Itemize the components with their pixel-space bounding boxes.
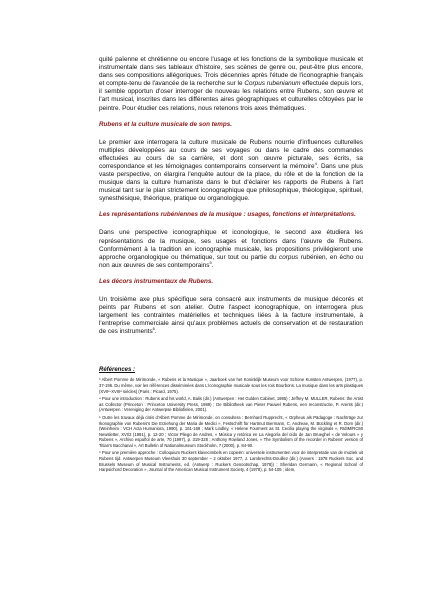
decors-paragraph: [99, 296, 363, 336]
intro-text-1: quité païenne et chrétienne ou encore l'usage et les fonctions de la symbolique musicale et instrumentale dans ses tableaux d'histoire, ses scènes de genre ou, peut-être plus encore, dans ses compositions allégoriques. Trois décennies après l'étude de l'iconographie français et compte-tenu de l'avancée de la recherche sur le: [99, 56, 363, 88]
culture-text-2: . Dans une plus vaste perspective, on élargira l'enquête autour de la place, du rôle et de la fonction de la musique dans la culture humaniste dans le but d'éclairer les rapports de Rubens à l'art musical tant sur le plan strictement iconographique que philosophique, théologique, spirituel, synesthésique, théorique, pratique ou organologique.: [99, 162, 363, 203]
references-heading: Références :: [99, 367, 136, 374]
representations-text-3: .: [211, 261, 214, 269]
section-title-representations: Les représentations rubéniennes de la musique : usages, fonctions et interprétations.: [99, 211, 356, 219]
footnote-ref-5[interactable]: 5: [209, 259, 212, 265]
intro-text-2: effectuée depuis lors, il semble opportun d'oser interroger de nouveau les relations entre Rubens, son œuvre et l'art musical, inscrites dans les différentes aires géographiques et culturelles côtoyées par le peintre. Pour étudier ces relations, nous retenons trois axes thématiques.: [99, 80, 363, 112]
culture-paragraph: [99, 139, 363, 204]
section-title-culture: Rubens et la culture musicale de son temps.: [99, 120, 232, 128]
footnote-5: ⁵ Outre les travaux déjà cités d'Albert Pomme de Mirimonde, on consultera : Bernhard Rupprecht, « Orpheus als Pädagoge : Nachträge zur Ikonographie von Rubens's Die Erziehung der Maria de Medici », Festschrift für Hartmut Biermann, C. Andreae, M. Bückling et R. Dorn (dir.) (Weinheim : VCH Acta Humaniora, 1990), p. 161-169 ; Mark Lindley, « Helene Fourment as St. Cecilia playing the virginals », RIdIM/RCMI Newsletter, XVI/2 (1991), p. 12-20 ; Victor Pliego de Andres, « Música y retórica en La Alegoría del oído de Jan Brueghel « de Velours » y Rubens », Archivo español de arte, 70 (1997), p. 319-328 ; Anthony Rowland Jones, « The Symbolism of the recorder in Rubens' version of Titian's Bacchanal », Art Bulletin of Nationalmuseum Stockholm, 7 (2000), p. 84-90.: [99, 414, 363, 448]
representations-text-2: rubénien, en écho ou non aux œuvres de ses contemporains: [99, 253, 363, 269]
intro-paragraph: [99, 56, 363, 113]
footnote-3: ³ Albert Pomme de Mirimonde, « Rubens et la Musique », Jaarboek van het Koninklijk Museum voor Schone Kunsten Antwerpen, (1977), p. 37-196. Du même, voir les références disséminées dans L'iconographie musicale sous les rois Bourbons. La musique dans les arts plastiques (XVIIᵉ-XVIIIᵉ siècles) (Paris : Picard, 1975).: [99, 377, 363, 394]
representations-italic: corpus: [279, 253, 299, 261]
footnote-ref-6[interactable]: 6: [152, 326, 155, 332]
decors-text-1: Un troisième axe plus spécifique sera consacré aux instruments de musique décorés et peints par Rubens et son atelier. Outre l'aspect iconographique, on interrogera plus largement les contraintes matérielles et techniques liées à la facture instrumentale, à l'entreprise commerciale ainsi qu'aux problèmes actuels de conservation et de restauration de ces instruments: [99, 295, 363, 336]
footnote-4: ⁴ Pour une introduction : Rubens and his world, A. Balis (dir.) (Antwerpen : Het Gulden Cabinet, 1985) ; Jeffrey M. MULLER, Rubens: the Artist as Collector (Princeton : Princeton University Press, 1989) ; De Bibliotheek van Pieter Pauwel Rubens, een reconstructie, P. Arents (dir.) (Antwerpen : Vereniging der Antwerpse Bibliofielen, 2001).: [99, 396, 363, 413]
page-content: [99, 56, 363, 475]
footnote-6: ⁶ Pour une première approche : Colloquium Ruckers klavecimbels en copieën: universele instrumenten voor de interpretatie van de muziek uit Rubens tijd. Antwerpen Museum Vleeshuis 30 september – 2 oktober 1977, J. Lambrechts-Douillez (dir.) (Anvers : 1978 Ruckers Soc. and Brussels Museum of Musical Instruments, ed. (Antwerp : Ruckers Genootschap, 1978)) ; Sheridan Germann, « Regional School of Harpsichord Decoration », Journal of the American Musical Instrument Society, 4 (1978), p. 54-105 ; idem,: [99, 450, 363, 473]
culture-text-1: Le premier axe interrogera la culture musicale de Rubens nourrie d'influences culturelles multiples développées au cours de ses voyages ou dans le cadre des commandes effectuées au cours de sa carrière, et dont son œuvre picturale, ses écrits, sa correspondance et les témoignages contemporains conservent la mémoire: [99, 138, 363, 170]
footnote-ref-4[interactable]: 4: [314, 160, 317, 166]
section-title-decors: Les décors instrumentaux de Rubens.: [99, 277, 214, 285]
representations-paragraph: [99, 229, 363, 269]
representations-text-1: Dans une perspective iconographique et iconologique, le second axe étudiera les représentations de la musique, ses usages et fonctions dans l'œuvre de Rubens. Conformément à la tradition en iconographie musicale, les propositions privilégieront une approche organologique ou thématique, sur tout ou partie du: [99, 229, 363, 261]
decors-text-2: .: [154, 328, 157, 336]
intro-italic: Corpus rubenianum: [244, 80, 301, 88]
